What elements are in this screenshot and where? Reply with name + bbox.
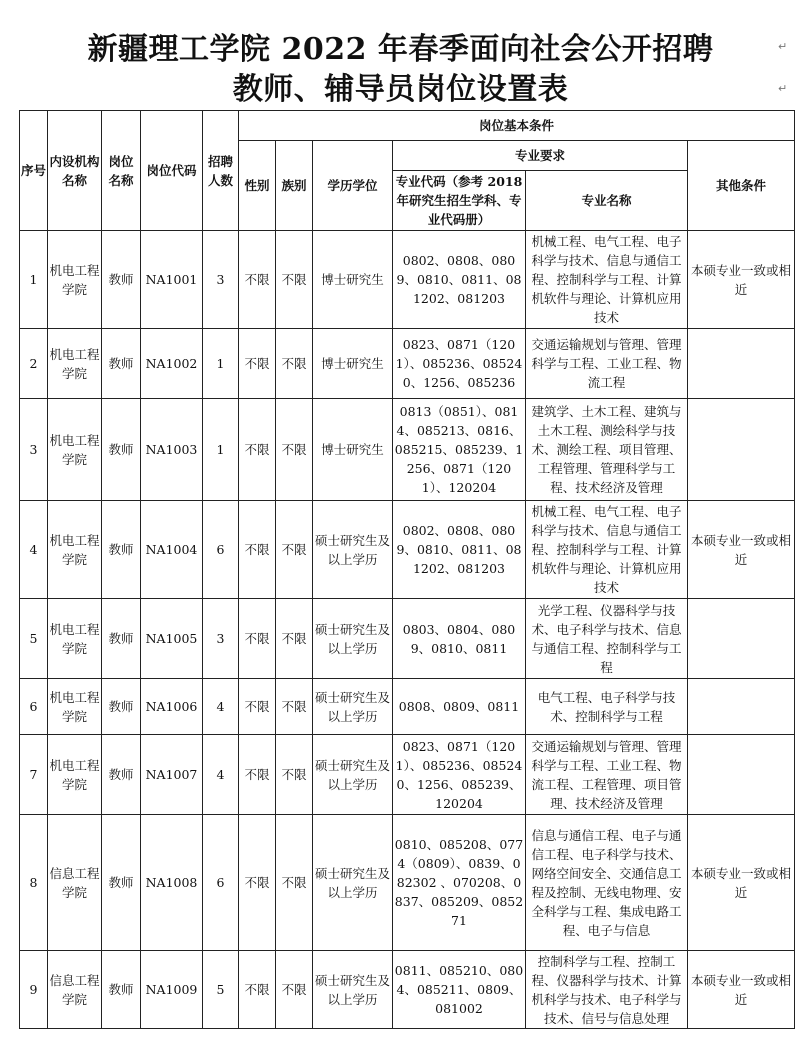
cell-seq: 6 [20, 679, 48, 735]
cell-gender: 不限 [239, 501, 276, 599]
cell-post-name: 教师 [102, 951, 141, 1029]
header-seq: 序号 [20, 111, 48, 231]
cell-other: 本硕专业一致或相近 [688, 501, 795, 599]
header-dept: 内设机构名称 [48, 111, 102, 231]
cell-num: 6 [203, 501, 239, 599]
cell-other [688, 329, 795, 399]
cell-num: 4 [203, 679, 239, 735]
table-row [20, 735, 795, 815]
cell-ethnic: 不限 [276, 501, 313, 599]
document-title-line-1: 新疆理工学院 2022 年春季面向社会公开招聘 [87, 32, 714, 67]
cell-major-code: 0823、0871（1201）、085236、085240、1256、085236 [393, 329, 526, 399]
cell-major-code: 0802、0808、0809、0810、0811、081202、081203 [393, 501, 526, 599]
cell-num: 5 [203, 951, 239, 1029]
cell-dept: 机电工程学院 [48, 679, 102, 735]
cell-post-code: NA1008 [141, 815, 203, 951]
cell-seq: 4 [20, 501, 48, 599]
header-post-name: 岗位名称 [102, 111, 141, 231]
cell-num: 1 [203, 399, 239, 501]
cell-ethnic: 不限 [276, 329, 313, 399]
table-row [20, 815, 795, 951]
cell-major-name: 交通运输规划与管理、管理科学与工程、工业工程、物流工程 [526, 329, 688, 399]
cell-major-code: 0810、085208、0774（0809）、0839、082302 、070208、0837、085209、085271 [393, 815, 526, 951]
header-other: 其他条件 [688, 141, 795, 231]
cell-num: 6 [203, 815, 239, 951]
cell-post-code: NA1004 [141, 501, 203, 599]
cell-other: 本硕专业一致或相近 [688, 231, 795, 329]
cell-major-code: 0811、085210、0804、085211、0809、081002 [393, 951, 526, 1029]
cell-major-code: 0803、0804、0809、0810、0811 [393, 599, 526, 679]
cell-edu: 硕士研究生及以上学历 [313, 951, 393, 1029]
cell-gender: 不限 [239, 815, 276, 951]
cell-major-name: 电气工程、电子科学与技术、控制科学与工程 [526, 679, 688, 735]
cell-post-name: 教师 [102, 329, 141, 399]
cell-gender: 不限 [239, 951, 276, 1029]
cell-major-code: 0813（0851）、0814、085213、0816、085215、085239、1256、0871（1201）、120204 [393, 399, 526, 501]
paragraph-mark-icon: ↵ [778, 82, 788, 95]
table-row [20, 329, 795, 399]
cell-num: 4 [203, 735, 239, 815]
cell-post-code: NA1009 [141, 951, 203, 1029]
cell-major-code: 0823、0871（1201）、085236、085240、1256、085239、120204 [393, 735, 526, 815]
table-row [20, 501, 795, 599]
header-basic-conditions: 岗位基本条件 [239, 111, 795, 141]
cell-major-code: 0808、0809、0811 [393, 679, 526, 735]
cell-edu: 博士研究生 [313, 399, 393, 501]
cell-other: 本硕专业一致或相近 [688, 815, 795, 951]
cell-gender: 不限 [239, 329, 276, 399]
cell-dept: 机电工程学院 [48, 501, 102, 599]
cell-other [688, 399, 795, 501]
cell-post-code: NA1003 [141, 399, 203, 501]
cell-edu: 硕士研究生及以上学历 [313, 599, 393, 679]
cell-ethnic: 不限 [276, 815, 313, 951]
cell-ethnic: 不限 [276, 735, 313, 815]
cell-ethnic: 不限 [276, 679, 313, 735]
cell-other [688, 599, 795, 679]
cell-post-name: 教师 [102, 399, 141, 501]
header-gender: 性别 [239, 141, 276, 231]
cell-dept: 信息工程学院 [48, 951, 102, 1029]
cell-gender: 不限 [239, 231, 276, 329]
table-row [20, 679, 795, 735]
cell-seq: 7 [20, 735, 48, 815]
cell-major-name: 建筑学、土木工程、建筑与土木工程、测绘科学与技术、测绘工程、项目管理、工程管理、管理科学与工程、技术经济及管理 [526, 399, 688, 501]
cell-gender: 不限 [239, 735, 276, 815]
header-num: 招聘人数 [203, 111, 239, 231]
cell-edu: 硕士研究生及以上学历 [313, 815, 393, 951]
cell-major-name: 机械工程、电气工程、电子科学与技术、信息与通信工程、控制科学与工程、计算机软件与理论、计算机应用技术 [526, 231, 688, 329]
table-row [20, 951, 795, 1029]
cell-ethnic: 不限 [276, 231, 313, 329]
cell-post-name: 教师 [102, 231, 141, 329]
table-row [20, 231, 795, 329]
cell-post-name: 教师 [102, 735, 141, 815]
cell-post-name: 教师 [102, 815, 141, 951]
cell-seq: 2 [20, 329, 48, 399]
cell-edu: 硕士研究生及以上学历 [313, 501, 393, 599]
cell-major-name: 机械工程、电气工程、电子科学与技术、信息与通信工程、控制科学与工程、计算机软件与理论、计算机应用技术 [526, 501, 688, 599]
cell-other [688, 679, 795, 735]
cell-edu: 硕士研究生及以上学历 [313, 679, 393, 735]
table-row [20, 399, 795, 501]
header-ethnic: 族别 [276, 141, 313, 231]
cell-post-code: NA1002 [141, 329, 203, 399]
cell-post-code: NA1006 [141, 679, 203, 735]
cell-num: 1 [203, 329, 239, 399]
cell-ethnic: 不限 [276, 399, 313, 501]
positions-table [19, 110, 795, 1029]
cell-post-name: 教师 [102, 501, 141, 599]
cell-post-code: NA1005 [141, 599, 203, 679]
cell-other [688, 735, 795, 815]
cell-gender: 不限 [239, 679, 276, 735]
cell-seq: 9 [20, 951, 48, 1029]
cell-dept: 机电工程学院 [48, 735, 102, 815]
header-row [20, 111, 795, 141]
header-major-name: 专业名称 [526, 171, 688, 231]
header-major-code: 专业代码（参考 2018年研究生招生学科、专业代码册） [393, 171, 526, 231]
cell-dept: 机电工程学院 [48, 329, 102, 399]
cell-seq: 3 [20, 399, 48, 501]
cell-post-name: 教师 [102, 599, 141, 679]
cell-dept: 信息工程学院 [48, 815, 102, 951]
cell-ethnic: 不限 [276, 599, 313, 679]
paragraph-mark-icon: ↵ [778, 40, 788, 53]
header-major-req: 专业要求 [393, 141, 688, 171]
cell-dept: 机电工程学院 [48, 231, 102, 329]
cell-seq: 5 [20, 599, 48, 679]
cell-edu: 博士研究生 [313, 231, 393, 329]
cell-major-code: 0802、0808、0809、0810、0811、081202、081203 [393, 231, 526, 329]
cell-dept: 机电工程学院 [48, 399, 102, 501]
cell-other: 本硕专业一致或相近 [688, 951, 795, 1029]
cell-major-name: 控制科学与工程、控制工程、仪器科学与技术、计算机科学与技术、电子科学与技术、信号与信息处理 [526, 951, 688, 1029]
cell-post-code: NA1001 [141, 231, 203, 329]
header-post-code: 岗位代码 [141, 111, 203, 231]
cell-major-name: 光学工程、仪器科学与技术、电子科学与技术、信息与通信工程、控制科学与工程 [526, 599, 688, 679]
cell-num: 3 [203, 599, 239, 679]
header-edu: 学历学位 [313, 141, 393, 231]
cell-dept: 机电工程学院 [48, 599, 102, 679]
cell-post-name: 教师 [102, 679, 141, 735]
cell-gender: 不限 [239, 599, 276, 679]
cell-major-name: 信息与通信工程、电子与通信工程、电子科学与技术、网络空间安全、交通信息工程及控制、无线电物理、安全科学与工程、集成电路工程、电子与信息 [526, 815, 688, 951]
cell-post-code: NA1007 [141, 735, 203, 815]
document-title-line-2: 教师、辅导员岗位设置表 [232, 72, 569, 107]
cell-gender: 不限 [239, 399, 276, 501]
table-row [20, 599, 795, 679]
cell-num: 3 [203, 231, 239, 329]
cell-major-name: 交通运输规划与管理、管理科学与工程、工业工程、物流工程、工程管理、项目管理、技术经济及管理 [526, 735, 688, 815]
cell-seq: 1 [20, 231, 48, 329]
cell-ethnic: 不限 [276, 951, 313, 1029]
cell-edu: 博士研究生 [313, 329, 393, 399]
cell-seq: 8 [20, 815, 48, 951]
cell-edu: 硕士研究生及以上学历 [313, 735, 393, 815]
